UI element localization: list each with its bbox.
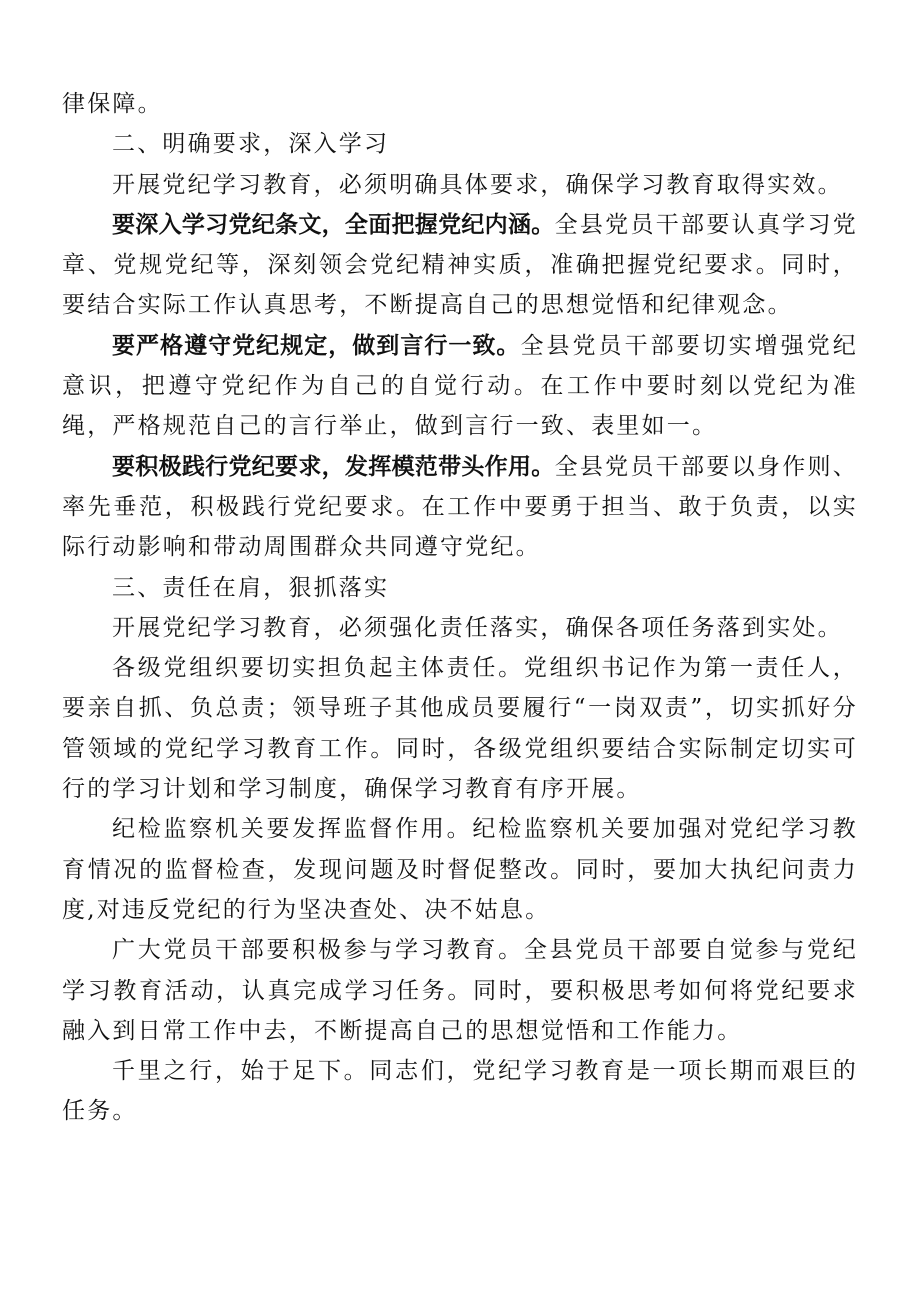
paragraph-text: 开展党纪学习教育，必须强化责任落实，确保各项任务落到实处。 xyxy=(112,614,843,641)
paragraph-continuation xyxy=(62,84,858,124)
paragraph-text: 千里之行，始于足下。同志们，党纪学习教育是一项长期而艰巨的任务。 xyxy=(62,1058,858,1125)
heading-text: 二、明确要求，深入学习 xyxy=(112,131,390,158)
paragraph-text: 开展党纪学习教育，必须明确具体要求，确保学习教育取得实效。 xyxy=(112,171,843,198)
paragraph-text: 全县党员干部要认真学习党章、党规党纪等，深刻领会党纪精神实质，准确把握党纪要求。同时，要结合实际工作认真思考，不断提高自己的思想觉悟和纪律观念。 xyxy=(62,211,858,319)
paragraph-lead-bold: 要严格遵守党纪规定，做到言行一致。 xyxy=(112,332,521,359)
paragraph-lead-bold: 要积极践行党纪要求，发挥模范带头作用。 xyxy=(112,453,555,480)
section-heading-2 xyxy=(62,124,858,164)
paragraph-lead-bold: 要深入学习党纪条文，全面把握党纪内涵。 xyxy=(112,211,555,238)
paragraph-text: 全县党员干部要以身作则、率先垂范，积极践行党纪要求。在工作中要勇于担当、敢于负责，以实际行动影响和带动周围群众共同遵守党纪。 xyxy=(62,453,858,561)
paragraph xyxy=(62,930,858,1051)
paragraph-text: 全县党员干部要切实增强党纪意识，把遵守党纪作为自己的自觉行动。在工作中要时刻以党纪为准绳，严格规范自己的言行举止，做到言行一致、表里如一。 xyxy=(62,332,858,440)
paragraph xyxy=(62,648,858,809)
paragraph-text: 各级党组织要切实担负起主体责任。党组织书记作为第一责任人，要亲自抓、负总责；领导班子其他成员要履行“一岗双责”，切实抓好分管领域的党纪学习教育工作。同时，各级党组织要结合实际制定切实可行的学习计划和学习制度，确保学习教育有序开展。 xyxy=(62,655,858,803)
paragraph xyxy=(62,165,858,205)
paragraph xyxy=(62,447,858,568)
heading-text: 三、责任在肩，狠抓落实 xyxy=(112,574,390,601)
paragraph-text: 广大党员干部要积极参与学习教育。全县党员干部要自觉参与党纪学习教育活动，认真完成学习任务。同时，要积极思考如何将党纪要求融入到日常工作中去，不断提高自己的思想觉悟和工作能力。 xyxy=(62,937,858,1044)
paragraph-text: 纪检监察机关要发挥监督作用。纪检监察机关要加强对党纪学习教育情况的监督检查，发现问题及时督促整改。同时，要加大执纪问责力度,对违反党纪的行为坚决查处、决不姑息。 xyxy=(62,816,858,923)
paragraph xyxy=(62,809,858,930)
paragraph-text: 律保障。 xyxy=(62,91,163,117)
section-heading-3 xyxy=(62,568,858,608)
paragraph xyxy=(62,608,858,648)
paragraph xyxy=(62,1051,858,1132)
paragraph xyxy=(62,205,858,326)
paragraph xyxy=(62,326,858,447)
